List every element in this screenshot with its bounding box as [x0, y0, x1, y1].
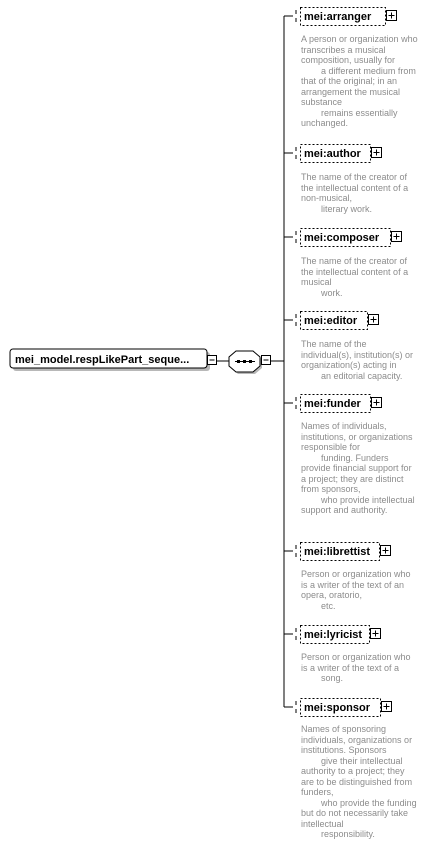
element-librettist-label: mei:librettist [304, 546, 371, 558]
expand-funder-plus-icon[interactable] [372, 398, 382, 408]
sequence-compositor-icon[interactable] [229, 351, 262, 374]
group-collapse-icon[interactable] [208, 356, 217, 365]
element-composer-description: The name of the creator of the intellectual content of a musical work. [301, 256, 409, 298]
element-arranger-label: mei:arranger [304, 11, 372, 23]
element-lyricist[interactable] [301, 626, 370, 644]
group-box[interactable] [10, 349, 210, 371]
element-sponsor-description: Names of sponsoring individuals, organizations or institutions. Sponsors give their intellectual authority to a project; they are to be distinguished from funders, who provide the funding but do not necessarily take intellectual responsibility. [301, 724, 417, 839]
element-arranger[interactable] [301, 8, 386, 26]
element-editor[interactable] [301, 312, 368, 330]
expand-editor-plus-icon[interactable] [369, 315, 379, 325]
element-sponsor-label: mei:sponsor [304, 702, 371, 714]
expand-sponsor-plus-icon[interactable] [382, 702, 392, 712]
element-lyricist-description: Person or organization who is a writer of the text of a song. [301, 652, 411, 683]
element-librettist-description: Person or organization who is a writer of the text of an opera, oratorio, etc. [301, 569, 411, 611]
element-funder-description: Names of individuals, institutions, or organizations responsible for funding. Funders provide financial support for a project; they are distinct from sponsors, who provide intellectual support and authority. [301, 421, 415, 515]
expand-lyricist-plus-icon[interactable] [371, 629, 381, 639]
element-arranger-description: A person or organization who transcribes a musical composition, usually for a different medium from that of the original; in an arrangement the musical substance remains essentially unchanged. [301, 34, 418, 128]
element-composer[interactable] [301, 229, 391, 247]
element-lyricist-label: mei:lyricist [304, 629, 363, 641]
expand-arranger-plus-icon[interactable] [387, 11, 397, 21]
element-composer-label: mei:composer [304, 232, 380, 244]
element-funder[interactable] [301, 395, 371, 413]
expand-composer-plus-icon[interactable] [392, 232, 402, 242]
element-librettist[interactable] [301, 543, 380, 561]
element-editor-description: The name of the individual(s), institution(s) or organization(s) acting in an editorial capacity. [301, 339, 414, 381]
expand-author-plus-icon[interactable] [372, 148, 382, 158]
element-sponsor[interactable] [301, 699, 381, 717]
element-author-description: The name of the creator of the intellectual content of a non-musical, literary work. [301, 172, 409, 214]
element-author-label: mei:author [304, 148, 361, 160]
group-label: mei_model.respLikePart_seque... [15, 354, 190, 366]
element-editor-label: mei:editor [304, 315, 358, 327]
element-funder-label: mei:funder [304, 398, 361, 410]
sequence-collapse-icon[interactable] [262, 356, 271, 365]
expand-librettist-plus-icon[interactable] [381, 546, 391, 556]
element-author[interactable] [301, 145, 371, 163]
